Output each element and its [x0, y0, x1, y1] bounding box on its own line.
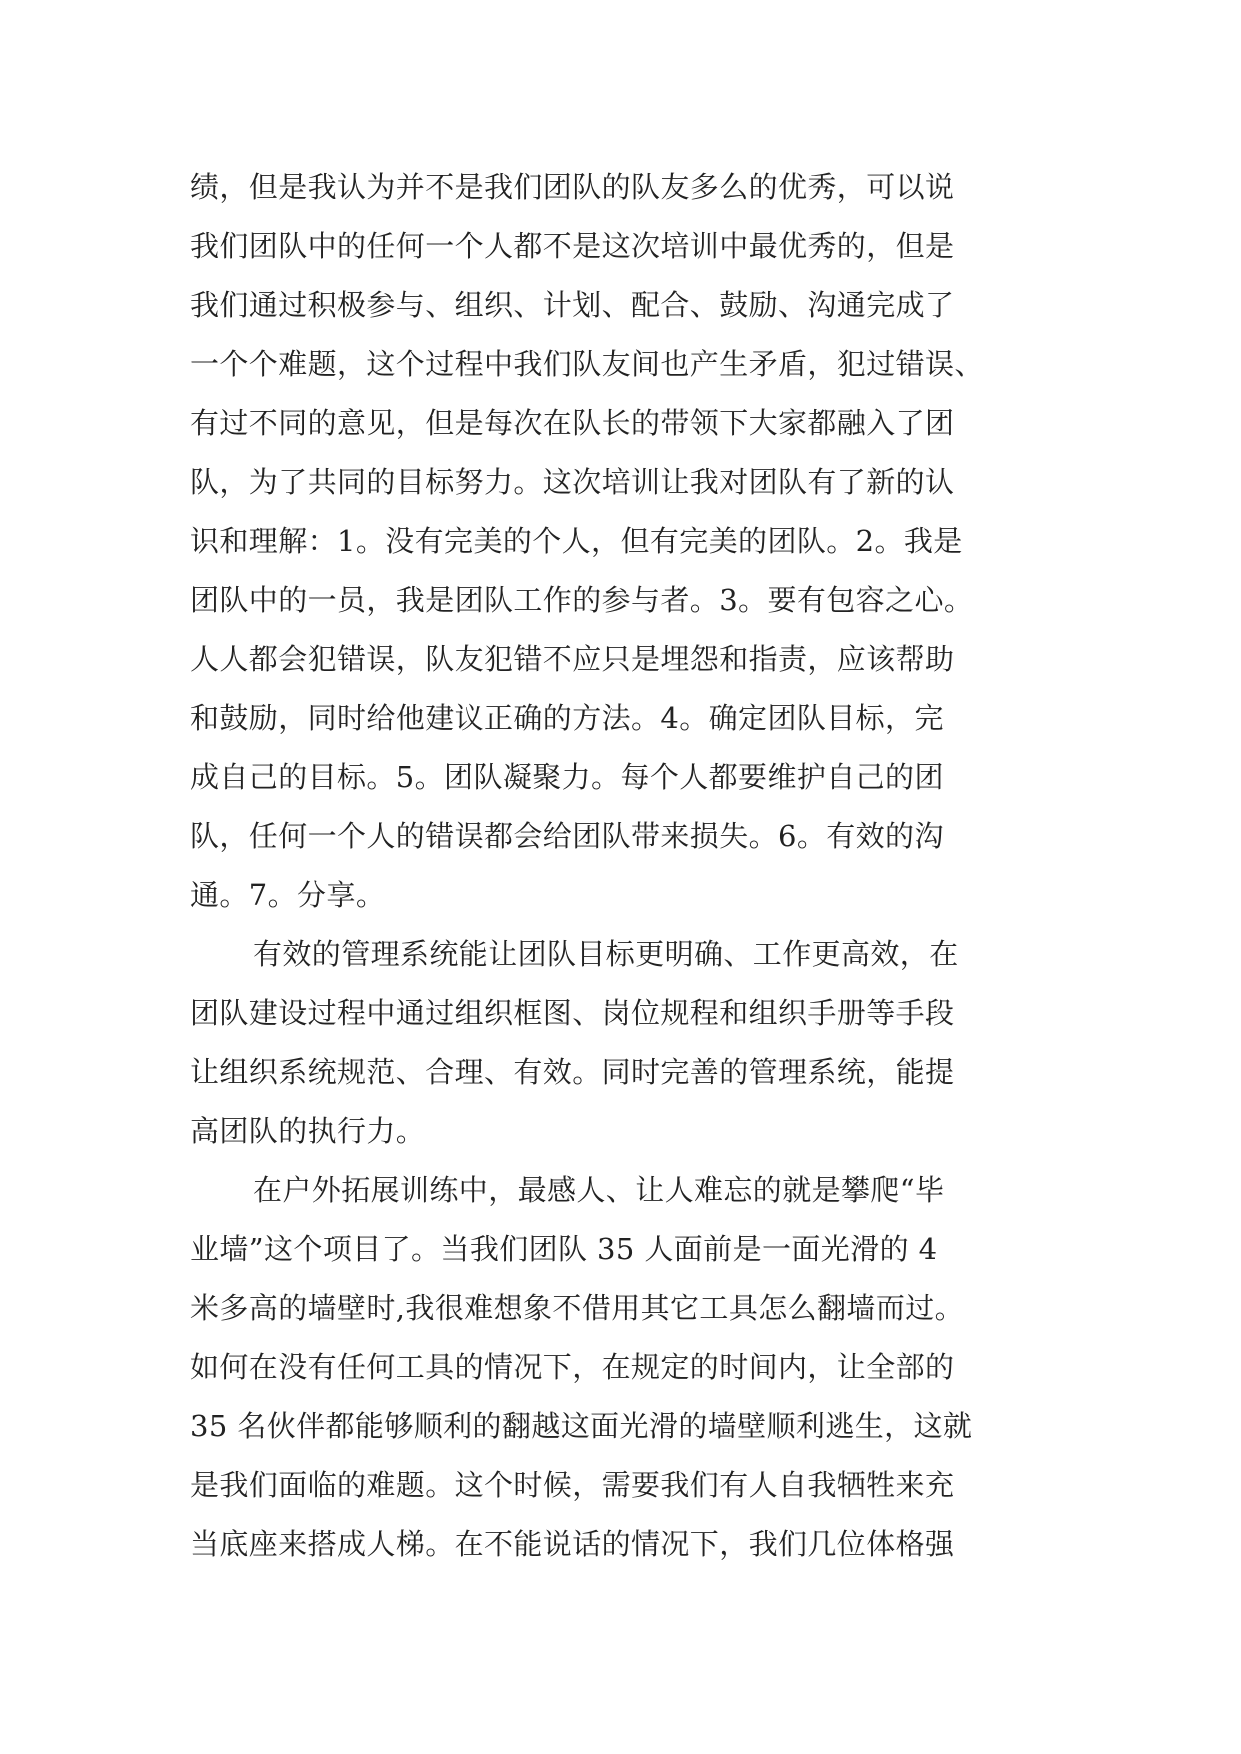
text-line: 我们团队中的任何一个人都不是这次培训中最优秀的，但是 [190, 229, 955, 263]
text-line: 团队中的一员，我是团队工作的参与者。3。要有包容之心。 [190, 583, 974, 617]
text-line: 团队建设过程中通过组织框图、岗位规程和组织手册等手段 [190, 996, 955, 1030]
text-line: 让组织系统规范、合理、有效。同时完善的管理系统，能提 [190, 1055, 955, 1089]
text-line: 绩，但是我认为并不是我们团队的队友多么的优秀，可以说 [190, 170, 955, 204]
text-line: 是我们面临的难题。这个时候，需要我们有人自我牺牲来充 [190, 1468, 955, 1502]
text-line: 队，任何一个人的错误都会给团队带来损失。6。有效的沟 [190, 819, 944, 853]
text-line: 35 名伙伴都能够顺利的翻越这面光滑的墙壁顺利逃生，这就 [190, 1409, 973, 1443]
text-line: 识和理解：1。没有完美的个人，但有完美的团队。2。我是 [190, 524, 963, 558]
text-line: 成自己的目标。5。团队凝聚力。每个人都要维护自己的团 [190, 760, 944, 794]
text-line: 业墙”这个项目了。当我们团队 35 人面前是一面光滑的 4 [190, 1232, 938, 1266]
text-line: 和鼓励，同时给他建议正确的方法。4。确定团队目标，完 [190, 701, 944, 735]
text-line: 一个个难题，这个过程中我们队友间也产生矛盾，犯过错误、 [190, 347, 984, 381]
text-line: 队，为了共同的目标努力。这次培训让我对团队有了新的认 [190, 465, 955, 499]
text-line: 当底座来搭成人梯。在不能说话的情况下，我们几位体格强 [190, 1527, 955, 1561]
text-line: 人人都会犯错误，队友犯错不应只是埋怨和指责，应该帮助 [190, 642, 955, 676]
text-line: 有效的管理系统能让团队目标更明确、工作更高效，在 [253, 937, 959, 971]
text-line: 在户外拓展训练中，最感人、让人难忘的就是攀爬“毕 [253, 1173, 945, 1207]
text-line: 通。7。分享。 [190, 878, 386, 912]
text-line: 有过不同的意见，但是每次在队长的带领下大家都融入了团 [190, 406, 955, 440]
text-line: 高团队的执行力。 [190, 1114, 426, 1148]
body-text [190, 158, 1070, 1574]
text-line: 我们通过积极参与、组织、计划、配合、鼓励、沟通完成了 [190, 288, 955, 322]
text-line: 如何在没有任何工具的情况下，在规定的时间内，让全部的 [190, 1350, 955, 1384]
text-line: 米多高的墙壁时,我很难想象不借用其它工具怎么翻墙而过。 [190, 1291, 965, 1325]
